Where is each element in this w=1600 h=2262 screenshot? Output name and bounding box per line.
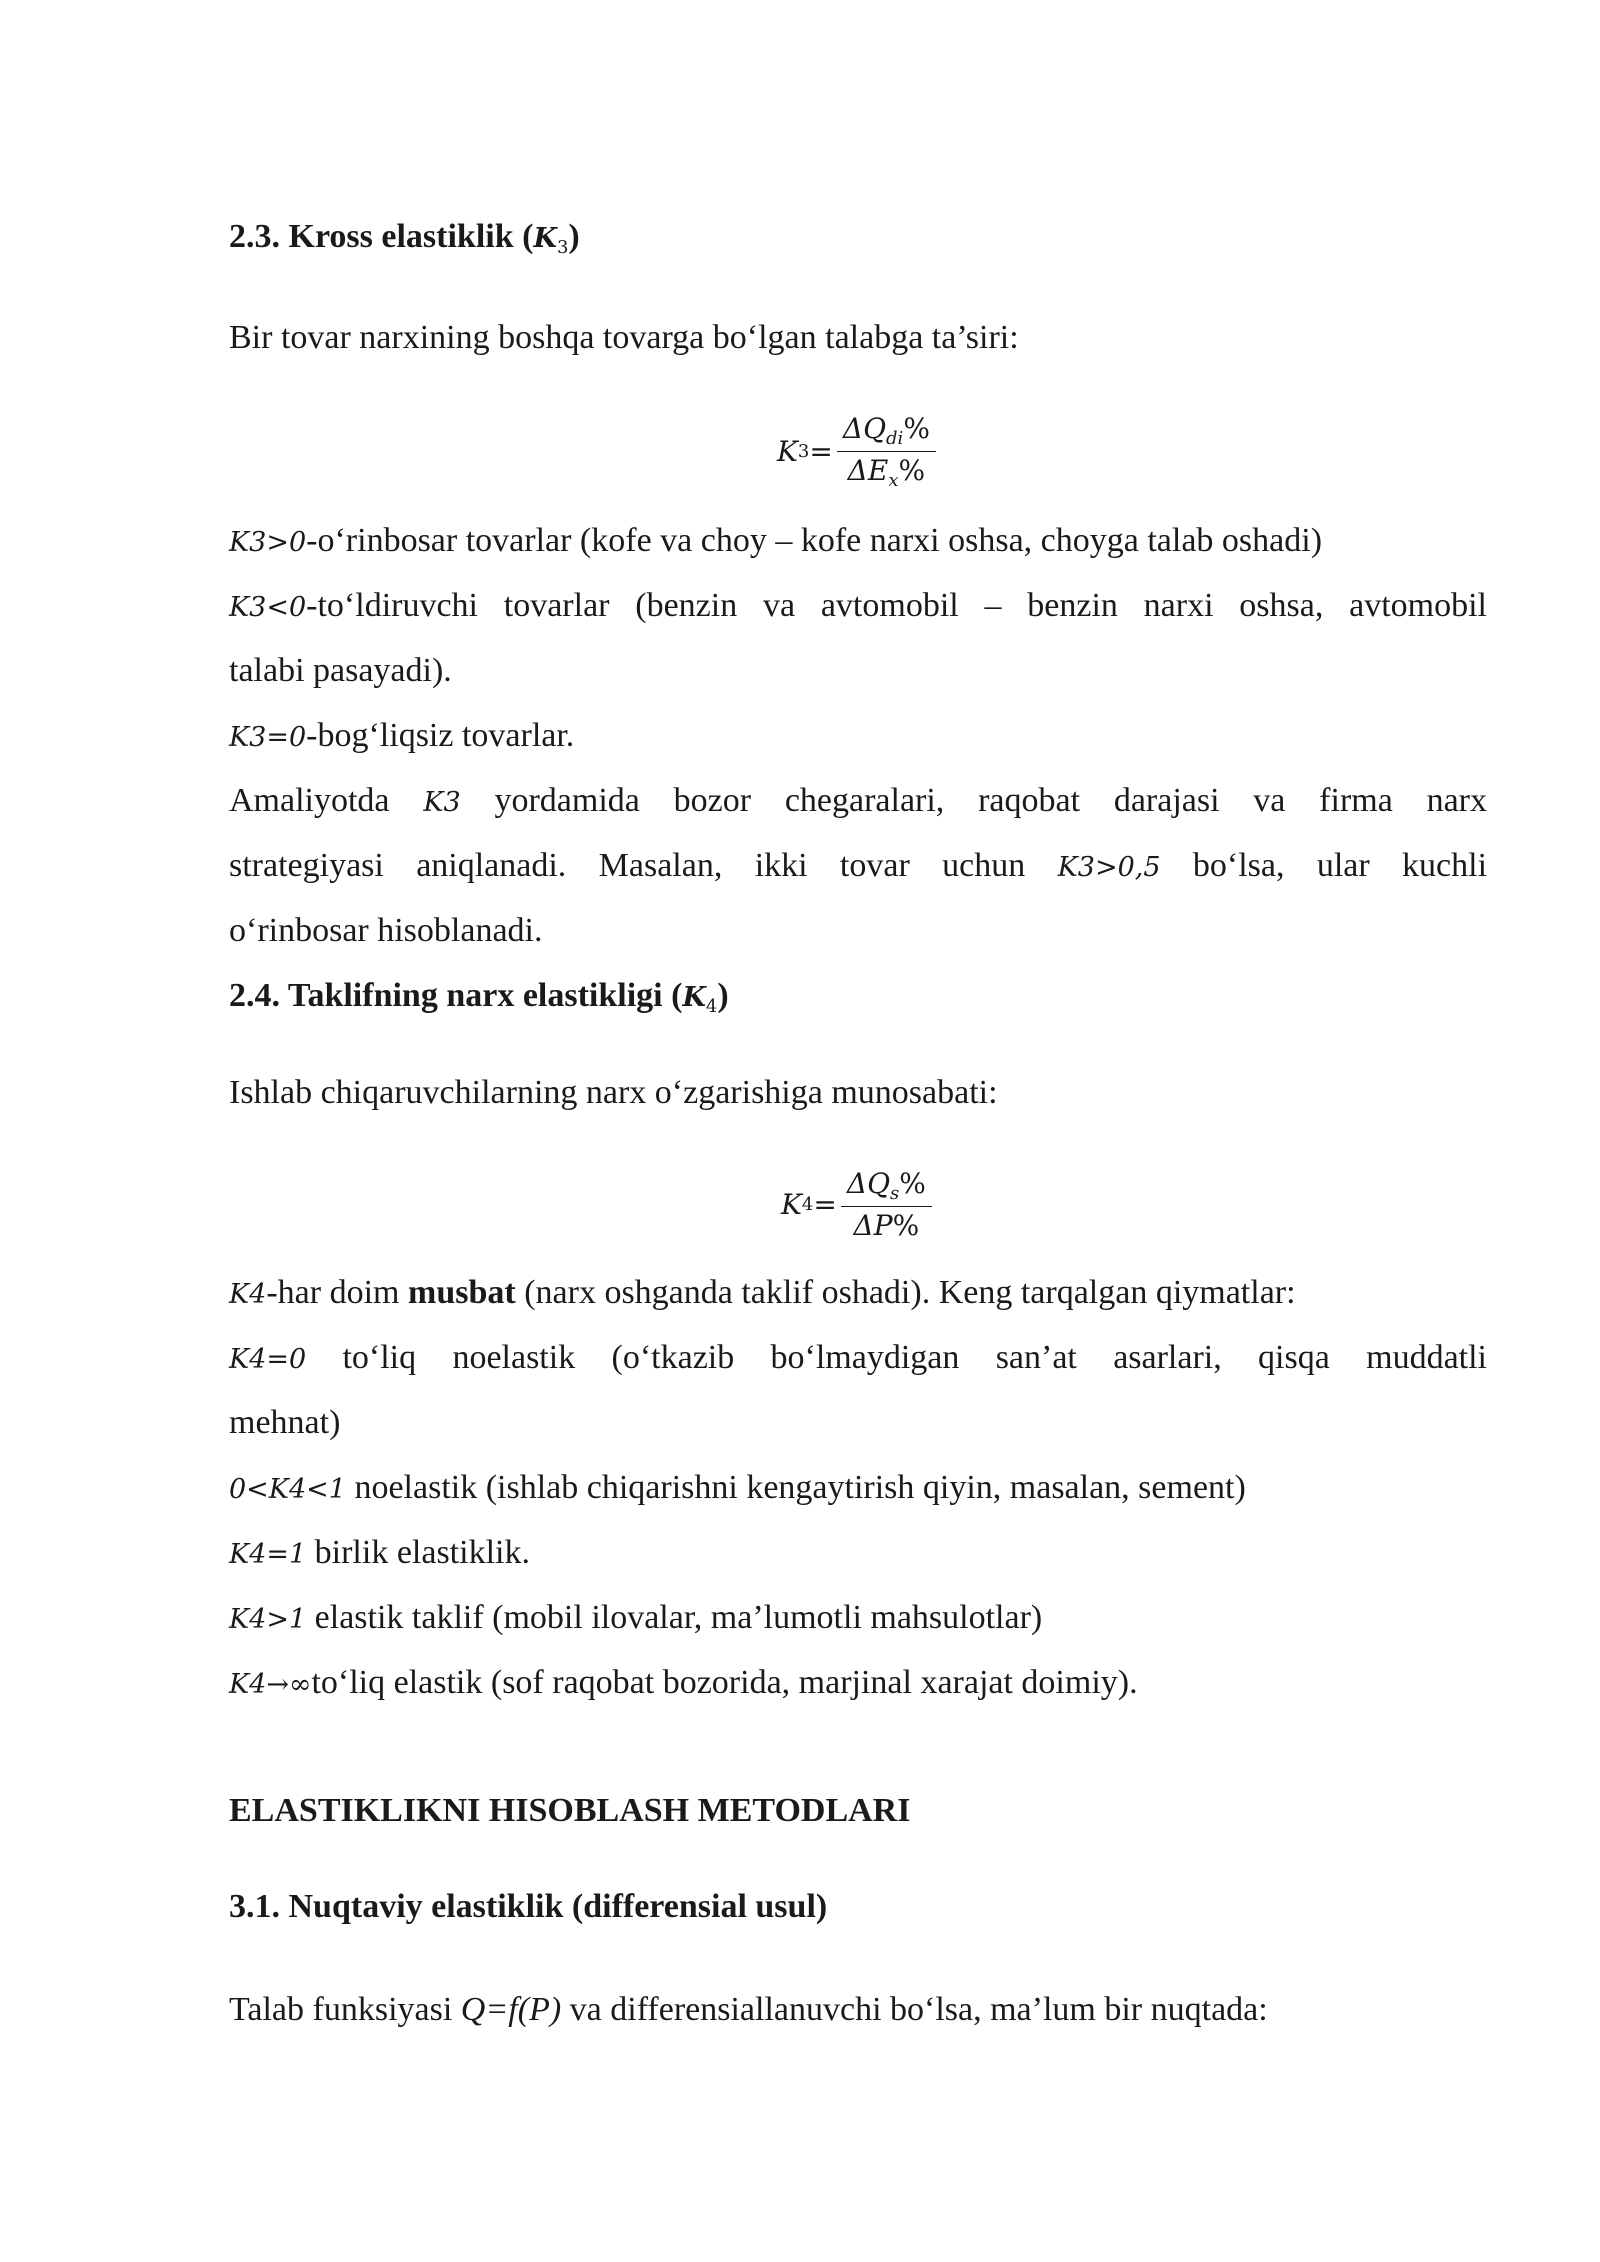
cross-substitute-line: K3>0-o‘rinbosar tovarlar (kofe va choy – kofe narxi oshsa, choyga talab oshadi) bbox=[229, 522, 1323, 559]
supply-perfectly-inelastic-line: K4=0 to‘liq noelastik (o‘tkazib bo‘lmaydigan san’at asarlari, qisqa muddatli bbox=[229, 1339, 1487, 1376]
supply-elasticity-formula: K 4 = $\frac{\Delta Q_s\%}{\Delta P\%}$ bbox=[781, 1167, 932, 1242]
section-2-4-intro: Ishlab chiqaruvchilarning narx o‘zgarishiga munosabati: bbox=[229, 1074, 998, 1111]
cross-practice-para-3: o‘rinbosar hisoblanadi. bbox=[229, 912, 543, 949]
cross-complement-cont: talabi pasayadi). bbox=[229, 652, 452, 689]
section-3-1-heading: 3.1. Nuqtaviy elastiklik (differensial usul) bbox=[229, 1888, 828, 1925]
supply-positive-line: K4-har doim musbat (narx oshganda taklif oshadi). Keng tarqalgan qiymatlar: bbox=[229, 1274, 1296, 1311]
supply-perfectly-inelastic-cont: mehnat) bbox=[229, 1404, 341, 1441]
chapter-3-heading: ELASTIKLIKNI HISOBLASH METODLARI bbox=[229, 1792, 911, 1829]
section-2-4-heading: 2.4. Taklifning narx elastikligi $(K_4)$ bbox=[229, 977, 729, 1017]
section-3-1-intro: Talab funksiyasi Q=f(P) va differensiallanuvchi bo‘lsa, ma’lum bir nuqtada: bbox=[229, 1991, 1268, 2028]
supply-inelastic-line: 0<K4<1 noelastik (ishlab chiqarishni kengaytirish qiyin, masalan, sement) bbox=[229, 1469, 1246, 1506]
supply-unit-elastic-line: K4=1 birlik elastiklik. bbox=[229, 1534, 530, 1571]
cross-complement-line: K3<0-to‘ldiruvchi tovarlar (benzin va avtomobil – benzin narxi oshsa, avtomobil bbox=[229, 587, 1487, 624]
section-2-3-heading: 2.3. Kross elastiklik $(K_3)$ bbox=[229, 218, 580, 258]
cross-elasticity-formula: K 3 = $\frac{\Delta Q_{di}\%}{\Delta E_x\%}$ bbox=[777, 412, 936, 491]
supply-elastic-line: K4>1 elastik taklif (mobil ilovalar, ma’lumotli mahsulotlar) bbox=[229, 1599, 1043, 1636]
cross-independent-line: K3=0-bog‘liqsiz tovarlar. bbox=[229, 717, 575, 754]
cross-practice-para-1: Amaliyotda K3 yordamida bozor chegaralari, raqobat darajasi va firma narx bbox=[229, 782, 1487, 819]
cross-practice-para-2: strategiyasi aniqlanadi. Masalan, ikki tovar uchun K3>0,5 bo‘lsa, ular kuchli bbox=[229, 847, 1488, 884]
section-2-3-intro: Bir tovar narxining boshqa tovarga bo‘lgan talabga ta’siri: bbox=[229, 319, 1019, 356]
supply-perfectly-elastic-line: K4→∞to‘liq elastik (sof raqobat bozorida, marjinal xarajat doimiy). bbox=[229, 1664, 1138, 1701]
